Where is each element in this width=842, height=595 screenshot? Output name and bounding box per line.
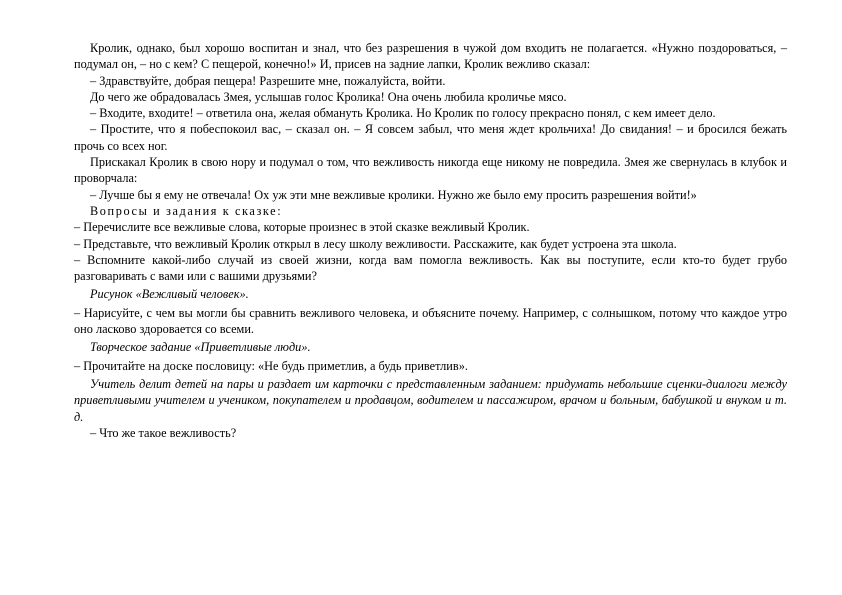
question-item: – Вспомните какой-либо случай из своей жизни, когда вам помогла вежливость. Как вы поступите, если кто-то будет грубо разговаривать с вами или с вашими друзьями? xyxy=(74,252,787,284)
proverb-task: – Прочитайте на доске пословицу: «Не будь приметлив, а будь приветлив». xyxy=(74,358,468,373)
final-question: – Что же такое вежливость? xyxy=(90,425,237,440)
dialogue-line: – Простите, что я побеспокоил вас, – сказал он. – Я совсем забыл, что меня ждет крольчиха! До свидания! – и бросился бежать прочь со всех ног. xyxy=(74,122,787,153)
drawing-task-heading: Рисунок «Вежливый человек». xyxy=(90,287,249,302)
question-item: – Представьте, что вежливый Кролик открыл в лесу школу вежливости. Расскажите, как будет устроена эта школа. xyxy=(74,236,677,251)
drawing-task-text: – Нарисуйте, с чем вы могли бы сравнить вежливого человека, и объясните почему. Например, с солнышком, потому что каждое утро оно ласково здоровается со всеми. xyxy=(74,305,787,337)
story-paragraph: Прискакал Кролик в свою нору и подумал о том, что вежливость никогда еще никому не повредила. Змея же свернулась в клубок и проворчала: xyxy=(74,155,787,186)
dialogue-line: – Лучше бы я ему не отвечала! Ох уж эти мне вежливые кролики. Нужно же было ему просить разрешения войти!» xyxy=(90,187,697,202)
question-item: – Перечислите все вежливые слова, которые произнес в этой сказке вежливый Кролик. xyxy=(74,220,530,235)
story-paragraph: До чего же обрадовалась Змея, услышав голос Кролика! Она очень любила кроличье мясо. xyxy=(90,89,567,104)
story-paragraph: Кролик, однако, был хорошо воспитан и знал, что без разрешения в чужой дом входить не полагается. «Нужно поздороваться, – подумал он, – но с кем? С пещерой, конечно!» И, присев на задние лапки, Кролик вежливо сказал: xyxy=(74,41,787,72)
dialogue-line: – Здравствуйте, добрая пещера! Разрешите мне, пожалуйста, войти. xyxy=(90,73,446,88)
dialogue-line: – Входите, входите! – ответила она, желая обмануть Кролика. Но Кролик по голосу прекрасно понял, с кем имеет дело. xyxy=(90,106,716,121)
creative-task-heading: Творческое задание «Приветливые люди». xyxy=(90,340,311,355)
teacher-instruction: Учитель делит детей на пары и раздает им карточки с представленным заданием: придумать небольшие сценки-диалоги между приветливыми учителем и учеником, покупателем и продавцом, водителем и пассажиром, врачом и больным, бабушкой и внуком и т. д. xyxy=(74,376,787,424)
questions-heading: Вопросы и задания к сказке: xyxy=(90,203,283,218)
